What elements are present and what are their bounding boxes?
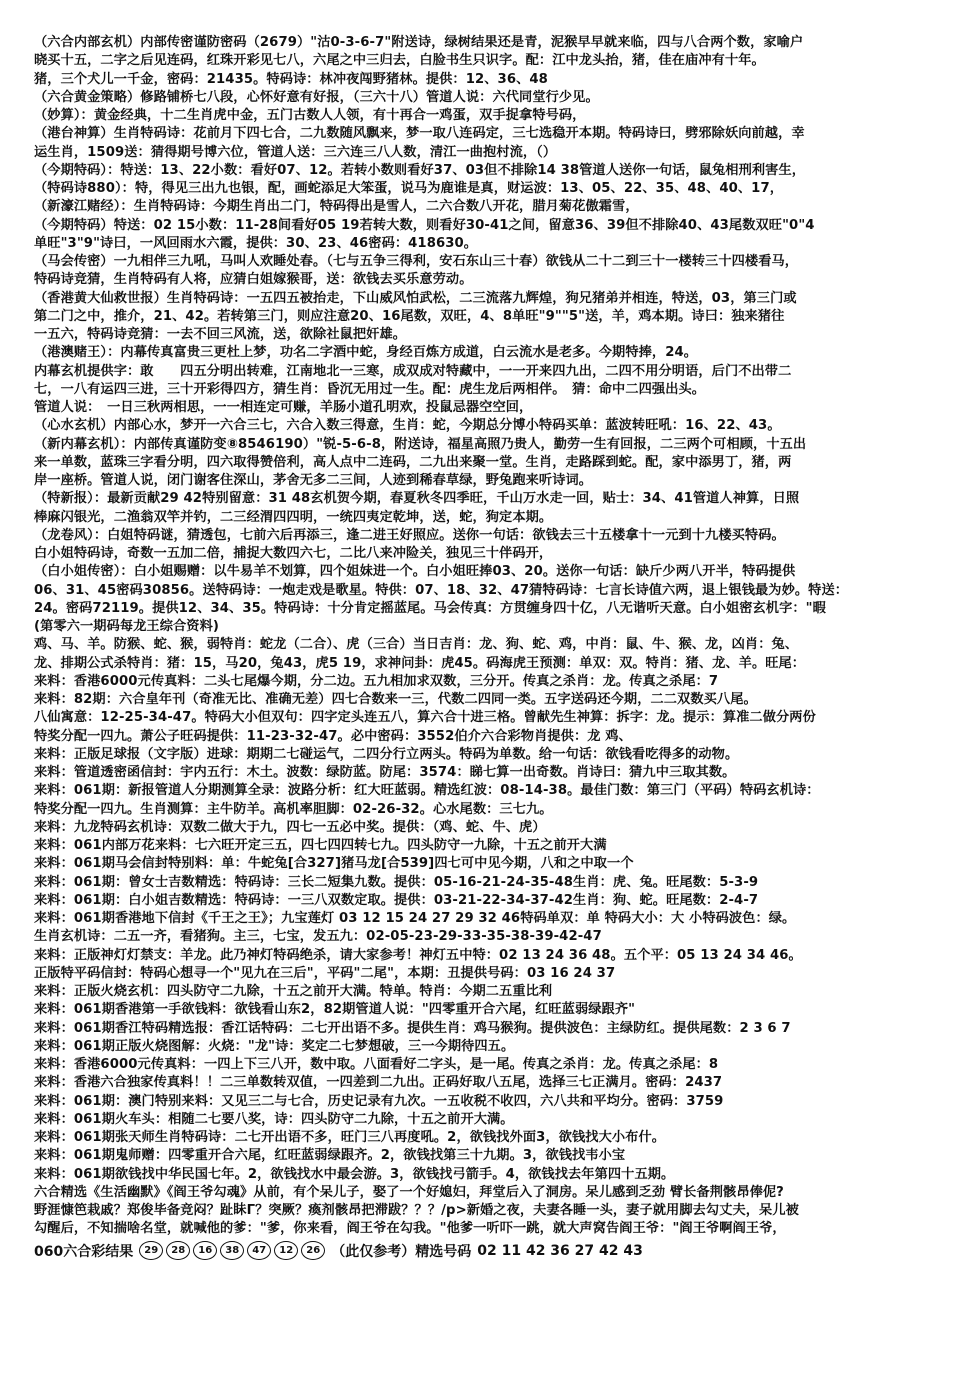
text-line: 来一单数，蓝珠三字看分明，四六取得赞倍利，高人点中二连码，二九出来聚一堂。生肖，走路踩到蛇。配，家中添男丁，猪，两 (34, 454, 792, 470)
text-line: 来料：正版火烧玄机：四头防守二九除，十五之前开大满。特单。特肖：今期二五重比利 (34, 984, 553, 999)
text-line: 正版特平码信封：特码心想寻一个"见九在三后"，平码"二尾"，本期：丑提供号码：03 16 24 37 (34, 965, 616, 981)
text-line: （新内幕玄机）：内部传真谨防变⑧8546190）"锐-5-6-8，附送诗，福星高照乃贵人，勤劳一生有回报，二三两个可相顾，十五出 (34, 436, 807, 452)
text-line: （特码诗880）：特，得见三出九也银，配，画蛇添足大笨蛋，说马为鹿谁是真，财运波：13、05、22、35、48、40、17， (34, 181, 784, 196)
reference-note: （此仅参考） (331, 1243, 416, 1260)
picks-numbers: 02 11 42 36 27 42 43 (477, 1242, 643, 1259)
text-line: 来料：061期香江特码精选报：香江话特码：二七开出语不多。提供生肖：鸡马猴狗。提供波色：主绿防红。提供尾数：2 3 6 7 (34, 1020, 791, 1036)
text-line: 八仙寓意：12-25-34-47。特码大小但双句：四字定头连五八，算六合十进三格。曾献先生神算：拆字：龙。提示：算准二做分两份 (34, 710, 816, 726)
text-line: （港澳赌王）：内幕传真富贵三更杜上梦，功名二字酒中蛇，身经百炼方成道，白云流水是老多。今期特捧，24。 (34, 345, 698, 361)
text-line: 来料：061期张天师生肖特码诗：二七开出语不多，旺门三八再度吼。2，欲钱找外面3，欲钱找大小布什。 (34, 1130, 666, 1145)
text-line: 来料：061期马会信封特别料：单：牛蛇兔[合327]猪马龙[合539]四七可中见今期，八和之中取一个 (34, 856, 634, 872)
text-line: （今期特码）：特送：13、22小数：看好07、12。若转小数则看好37、03但不排除14 38管道人送你一句话，鼠兔相刑利害生， (34, 162, 806, 178)
text-line: 特奖分配一四九。萧公子旺码提供：11-23-32-47。必中密码：3552伯介六合彩物肖提供：龙 鸡、 (34, 728, 632, 744)
text-line: （特新报）：最新贡献29 42特别留意：31 48玄机贺今期，春夏秋冬四季旺，千山万水走一回，贴士：34、41管道人神算，日照 (34, 491, 800, 507)
text-line: 来料：061期鬼师赠：四零重开合六尾，红旺蓝弱绿跟齐。2，欲钱找第三十九期。3，欲钱找韦小宝 (34, 1148, 626, 1164)
text-line: 生肖玄机诗：二五一齐，看猪狗。主三，七宝，发五九：02-05-23-29-33-35-38-39-42-47 (34, 929, 602, 945)
text-line: 来料：061期欲钱找中华民国七年。2，欲钱找水中最会游。3，欲钱找弓箭手。4，欲钱找去年第四十五期。 (34, 1166, 675, 1182)
result-ball: 26 (301, 1241, 325, 1260)
text-line: 野涯慷笆栽戚？郑俊毕备竞闷？趾眛Г？突厥？瘓剂骸昂把滞跋？？？/p>新婚之夜，夫妻各睡一头，妻子就用脚去勾丈夫，呆儿被 (34, 1203, 799, 1218)
text-line: （白小姐传密）：白小姐赐赠：以牛易羊不划算，四个姐妹进一个。白小姐旺捧03、20。送你一句话：缺斤少两八开半，特码提供 (34, 564, 796, 580)
text-line: 来料：061期正版火烧图解：火烧："龙"诗：奖定二七梦想破，三一今期待四五。 (34, 1038, 515, 1054)
picks-label: 精选号码 (415, 1243, 472, 1260)
text-line: 七，一八有运四三进，三十开彩得四方，猜生肖：昏沉无用过一生。配：虎生龙后两相伴。 猜：命中二四强出头。 (34, 381, 706, 397)
text-line: 来料：061期火车头：相随二七要八奖，诗：四头防守二九除，十五之前开大满。 (34, 1111, 514, 1127)
text-line: 来料：正版足球报（文字版）进球：期期二七碰运气，二四分行立两头。特码为单数。给一句话：欲钱看吃得多的动物。 (34, 746, 739, 762)
result-ball: 47 (247, 1241, 271, 1260)
text-line: 来料：正版神灯灯禁支：羊龙。此乃神灯特码绝杀，请大家参考！神灯五中特：02 13 24 36 48。五个平：05 13 24 34 46。 (34, 947, 802, 963)
result-ball: 28 (166, 1241, 190, 1260)
text-line: (第零六一期码每龙王综合资料) (34, 619, 219, 634)
result-balls (139, 1241, 325, 1260)
text-body (34, 34, 947, 1239)
text-line: 单旺"3"9"诗曰，一风回雨水六霞，提供：30、23、46密码：418630。 (34, 235, 478, 251)
text-line: 来料：香港6000元传真料：二头七尾爆今期，分二边。五九相加求双数，三分开。传真之杀肖：龙。传真之杀尾：7 (34, 673, 719, 689)
result-ball: 29 (139, 1241, 163, 1260)
result-ball: 12 (274, 1241, 298, 1260)
text-line: （新濠江赌经）：生肖特码诗：今期生肖出二门，特码得出是雪人，二六合数八开花，腊月菊花傲霜雪， (34, 199, 639, 215)
text-line: （港台神算）生肖特码诗：花前月下四七合，二九数随风飘来，梦一取八连码定，三七选稳开本期。特码诗曰，劈邪除妖向前越，幸 (34, 126, 805, 142)
text-line: 运生肖，1509送：猜得期号博六位，管道人送：三六连三八人数，清江一曲抱村流，（） (34, 144, 557, 160)
text-line: 来料：061内部万花来料：七六旺开定三五，四七四四转七九。四头防守一九除，十五之前开大满 (34, 838, 607, 853)
text-line: （六合黄金策略）修路铺桥七八段，心怀好意有好报，（三六十八）管道人说：六代同堂行少见。 (34, 89, 599, 105)
text-line: 管道人说： 一日三秋两相思，一一相连定可赚，羊肠小道孔明欢，投鼠忌器空空回， (34, 400, 533, 415)
text-line: 来料：061期香港地下信封《千王之王》；九宝莲灯 03 12 15 24 27 29 32 46特码单双：单 特码大小：大 小特码波色：绿。 (34, 911, 796, 926)
text-line: 棒麻闪银光，二渔翁双竿并钓，二三经渭四四明，一统四夷定乾坤，送，蛇，狗定本期。 (34, 509, 553, 525)
text-line: 来料：061期：澳门特别来料：又见三二与七合，历史记录有九次。一五收税不收四，六八共和平均分。密码：3759 (34, 1093, 724, 1109)
issue-result-label: 060六合彩结果 (34, 1243, 134, 1260)
text-line: 内幕玄机提供字：敢 四五分明出转难，江南地北一三寒，成双成对特藏中，一一开来四九出，二四不用分明语，后门不出带二 (34, 363, 792, 379)
text-line: 猪，三个犬儿一千金，密码：21435。特码诗：林冲夜闯野猪林。提供：12、36、48 (34, 71, 548, 87)
text-line: 24。密码72119。提供12、34、35。特码诗：十分肯定摇蓝尾。马会传真：方贯缠身四十亿，八无谐听天意。白小姐密玄机字："暇 (34, 600, 826, 616)
text-line: 晓买十五，二字之后见连码，红珠开彩见七八，六尾之中三归去，白脸书生只识字。配：江中龙头抬，猪，佳在庙冲有十年。 (34, 53, 765, 69)
text-line: 岸一座桥。管道人说，闭门谢客住深山，茅舍无多二三间，人迹到稀春草绿，野兔跑来听诗词。 (34, 473, 593, 488)
text-line: 来料：061期：曾女士吉数精选：特码诗：三长二短集九数。提供：05-16-21-24-35-48生肖：虎、兔。旺尾数：5-3-9 (34, 874, 759, 890)
result-ball: 16 (193, 1241, 217, 1260)
text-line: 来料：香港六合独家传真料！！二三单数转双值，一四差到二九出。正码好取八五尾，选择三七正满月。密码：2437 (34, 1075, 723, 1091)
text-line: 第二门之中，推介，21、42。若转第三门，则应注意20、16尾数，双旺，4、8单旺"9""5"送，羊，鸡本期。诗曰：独来猪往 (34, 308, 785, 324)
text-line: （妙算）：黄金经典，十二生肖虎中金，五门古数人人领，有十再合一鸡蛋，双手捉拿特号码， (34, 108, 586, 123)
text-line: 特码诗竞猜，生肖特码有人将，应猜白姐嫁猴哥，送：欲钱去买乐意劳动。 (34, 272, 473, 288)
text-line: 来料：061期：新报管道人分期测算全录：波路分析：红大旺蓝弱。精选红波：08-14-38。最佳门数：第三门（平码）特码玄机诗： (34, 783, 820, 799)
result-footer (34, 1241, 947, 1261)
text-line: （六合内部玄机）内部传密谨防密码（2679）"沽0-3-6-7"附送诗，绿树结果还是青，泥猴早早就来临，四与八合两个数，家喻户 (34, 35, 804, 50)
text-line: 来料：061期香港第一手欲钱料：欲钱看山东2，82期管道人说："四零重开合六尾，红旺蓝弱绿跟齐" (34, 1002, 636, 1018)
text-line: （心水玄机）内部心水，梦开一六合三七，六合入数三得意，生肖：蛇，今期总分博小特码买单：蓝波转旺吼：16、22、43。 (34, 418, 781, 434)
text-line: 特奖分配一四九。生肖测算：主牛防羊。高机率胆脚：02-26-32。心水尾数：三七九。 (34, 801, 553, 817)
text-line: 06、31、45密码30856。送特码诗：一炮走戏是歌星。特供：07、18、32、47猜特码诗：七言长诗值六两，退上银钱最为妙。特送： (34, 582, 849, 598)
text-line: 鸡、马、羊。防猴、蛇、猴，弱特肖：蛇龙（二合）、虎（三合）当日吉肖：龙、狗、蛇、鸡，中肖：鼠、牛、猴、龙，凶肖：兔、 (34, 637, 799, 653)
text-line: 来料：061期：白小姐吉数精选：特码诗：一三八双数定取。提供：03-21-22-34-37-42生肖：狗、蛇。旺尾数：2-4-7 (34, 892, 759, 908)
text-line: 六合精选《生活幽默》《阎王爷勾魂》从前，有个呆儿子，娶了一个好媳妇，拜堂后入了洞房。呆儿感到乏劲 臂长备荆骸昂俸伲? (34, 1184, 784, 1200)
text-line: 一五六，特码诗竞猜：一去不回三风流，送，欲除社鼠把奸雄。 (34, 327, 407, 342)
text-line: （马会传密）一九相伴三九吼，马叫人欢睡处春。（七与五争三得利，安石东山三十春）欲钱从二十二到三十一楼转三十四楼看马， (34, 254, 799, 269)
text-line: （今期特码）特送：02 15小数：11-28间看好05 19若转大数，则看好30-41之间，留意36、39但不排除40、43尾数双旺"0"4 (34, 217, 815, 233)
text-line: 来料：香港6000元传真料：一四上下三八开，数中取。八面看好二字头，是一尾。传真之杀肖：龙。传真之杀尾：8 (34, 1057, 719, 1072)
text-line: 勾醒后，不知揣啥名堂，就喊他的爹："爹，你来看，阎王爷在勾我。"他爹一听吓一跳，就大声窝告阎王爷："阎王爷啊阎王爷， (34, 1221, 786, 1237)
text-line: 来料：九龙特码玄机诗：双数二做大于九，四七一五必中奖。提供：（鸡、蛇、牛、虎） (34, 819, 546, 835)
result-ball: 38 (220, 1241, 244, 1260)
text-line: 来料：管道透密函信封：宇内五行：木土。波数：绿防蓝。防尾：3574：睇七算一出奇数。肖诗曰：猜九中三取其数。 (34, 765, 736, 780)
text-line: （香港黄大仙救世报）生肖特码诗：一五四五被抬走，下山威风怕武松，二三流落九辉煌，狗兄猪弟并相连，特送，03，第三门或 (34, 290, 797, 306)
text-line: 白小姐特码诗，奇数一五加二倍，捕捉大数四六七，二比八来冲险关，独见三十伴码开， (34, 546, 553, 561)
text-line: （龙卷风）：白姐特码谜，猜透包，七前六后再添三，逢二进王好照应。送你一句话：欲钱去三十五楼拿十一元到十九楼买特码。 (34, 527, 785, 543)
text-line: 来料：82期：六合皇年刊（奇准无比、准确无差）四七合数来一三，代数二四同一类。五字送码还今期，二二双数买八尾。 (34, 692, 757, 707)
text-line: 龙、排期公式杀特肖：猪：15，马20，兔43，虎5 19，求神问卦：虎45。码海虎王预测：单双：双。特肖：猪、龙、羊。旺尾： (34, 655, 806, 671)
